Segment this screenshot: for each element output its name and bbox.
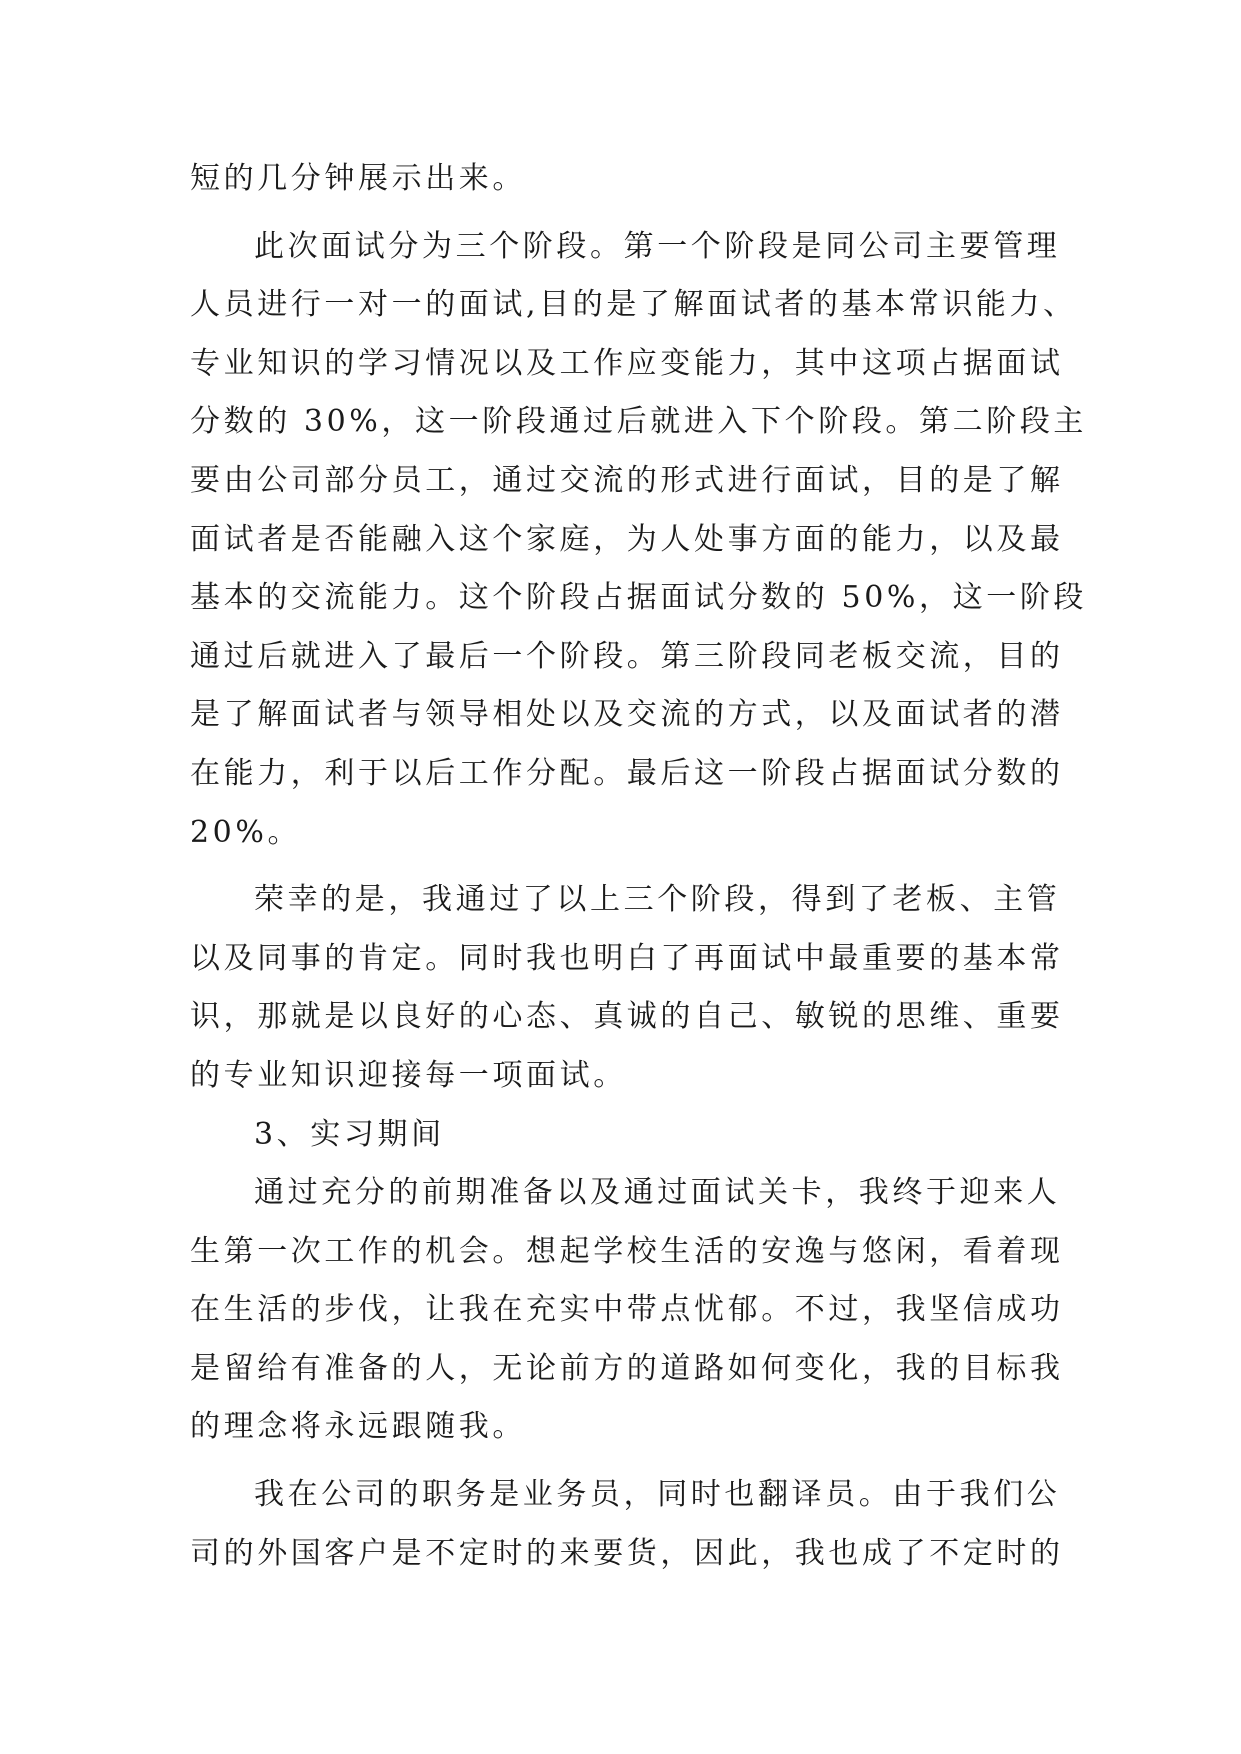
body-text bbox=[190, 150, 1090, 1583]
paragraph-2 bbox=[190, 218, 1090, 863]
text-line: 我在公司的职务是业务员，同时也翻译员。由于我们公 bbox=[254, 1477, 1061, 1513]
text-line: 司的外国客户是不定时的来要货，因此，我也成了不定时的 bbox=[190, 1535, 1064, 1571]
text-line: 20%。 bbox=[190, 814, 302, 850]
text-line: 的专业知识迎接每一项面试。 bbox=[190, 1057, 627, 1093]
text-line: 以及同事的肯定。同时我也明白了再面试中最重要的基本常 bbox=[190, 940, 1064, 976]
text-line: 的理念将永远跟随我。 bbox=[190, 1409, 526, 1445]
text-line: 分数的 30%，这一阶段通过后就进入下个阶段。第二阶段主 bbox=[190, 404, 1088, 440]
text-line: 此次面试分为三个阶段。第一个阶段是同公司主要管理 bbox=[254, 228, 1061, 264]
text-line: 是留给有准备的人，无论前方的道路如何变化，我的目标我 bbox=[190, 1350, 1064, 1386]
text-line: 在能力，利于以后工作分配。最后这一阶段占据面试分数的 bbox=[190, 755, 1064, 791]
text-line: 基本的交流能力。这个阶段占据面试分数的 50%，这一阶段 bbox=[190, 580, 1088, 616]
text-line: 通过充分的前期准备以及通过面试关卡，我终于迎来人 bbox=[254, 1175, 1061, 1211]
text-line: 是了解面试者与领导相处以及交流的方式，以及面试者的潜 bbox=[190, 697, 1064, 733]
text-line: 生第一次工作的机会。想起学校生活的安逸与悠闲，看着现 bbox=[190, 1233, 1064, 1269]
text-line: 短的几分钟展示出来。 bbox=[190, 161, 526, 196]
section-heading bbox=[190, 1106, 1090, 1165]
text-line: 要由公司部分员工，通过交流的形式进行面试，目的是了解 bbox=[190, 462, 1064, 498]
paragraph-1 bbox=[190, 150, 1090, 209]
text-line: 通过后就进入了最后一个阶段。第三阶段同老板交流，目的 bbox=[190, 638, 1064, 674]
text-line: 在生活的步伐，让我在充实中带点忧郁。不过，我坚信成功 bbox=[190, 1292, 1064, 1328]
text-line: 面试者是否能融入这个家庭，为人处事方面的能力，以及最 bbox=[190, 521, 1064, 557]
text-line: 专业知识的学习情况以及工作应变能力，其中这项占据面试 bbox=[190, 345, 1064, 381]
text-line: 人员进行一对一的面试,目的是了解面试者的基本常识能力、 bbox=[190, 287, 1077, 323]
section-heading-text: 3、实习期间 bbox=[254, 1116, 445, 1152]
paragraph-5 bbox=[190, 1164, 1090, 1457]
paragraph-3 bbox=[190, 871, 1090, 1105]
text-line: 荣幸的是，我通过了以上三个阶段，得到了老板、主管 bbox=[254, 882, 1061, 918]
paragraph-6 bbox=[190, 1466, 1090, 1583]
text-line: 识，那就是以良好的心态、真诚的自己、敏锐的思维、重要 bbox=[190, 999, 1064, 1035]
